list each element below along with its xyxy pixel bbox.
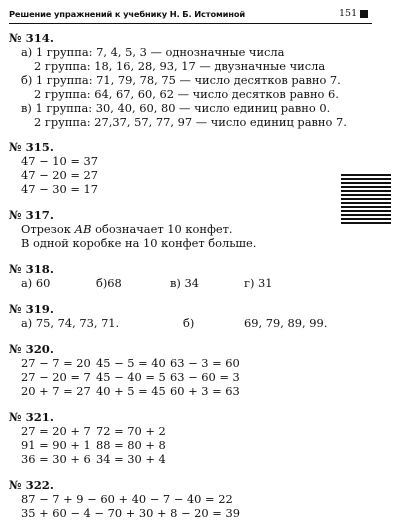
page-number: 151 xyxy=(339,8,358,19)
task-320-number: № 320. xyxy=(9,342,54,356)
task-322-number: № 322. xyxy=(9,478,54,492)
task-314-line-2: 2 группа: 18, 16, 28, 93, 17 — двузначные числа xyxy=(34,59,326,73)
task-319-number: № 319. xyxy=(9,302,54,316)
task-318-answer-d: г) 31 xyxy=(244,276,273,290)
task-314-line-6: 2 группа: 27,37, 57, 77, 97 — число единиц равно 7. xyxy=(34,115,347,129)
task-321-r1-c1: 27 = 20 + 7 xyxy=(21,424,91,438)
task-315-line-1: 47 − 10 = 37 xyxy=(21,154,99,168)
task-317-line-2: В одной коробке на 10 конфет больше. xyxy=(21,236,257,250)
task-320-r3-c1: 20 + 7 = 27 xyxy=(21,384,91,398)
task-318-answer-b: б)68 xyxy=(96,276,122,290)
task-320-r2-c1: 27 − 20 = 7 xyxy=(21,370,91,384)
task-319-answer-b: 69, 79, 89, 99. xyxy=(244,316,328,330)
task-315-line-3: 47 − 30 = 17 xyxy=(21,182,99,196)
task-317-line-1-end: обозначает 10 конфет. xyxy=(91,222,233,236)
header-rule xyxy=(9,23,372,24)
task-314-line-5: в) 1 группа: 30, 40, 60, 80 — число единиц равно 0. xyxy=(21,101,331,115)
task-314-line-1: а) 1 группа: 7, 4, 5, 3 — однозначные числа xyxy=(21,45,285,59)
task-320-r3-c2: 40 + 5 = 45 xyxy=(96,384,166,398)
task-315-line-2: 47 − 20 = 27 xyxy=(21,168,99,182)
segment-variable: АВ xyxy=(74,222,92,236)
task-318-answer-a: а) 60 xyxy=(21,276,51,290)
task-321-r3-c1: 36 = 30 + 6 xyxy=(21,452,91,466)
task-322-line-1: 87 − 7 + 9 − 60 + 40 − 7 − 40 = 22 xyxy=(21,492,233,506)
task-322-line-2: 35 + 60 − 4 − 70 + 30 + 8 − 20 = 39 xyxy=(21,506,240,520)
task-317-line-1-start: Отрезок xyxy=(21,222,75,236)
page-edge-stripes xyxy=(341,174,391,224)
task-318-number: № 318. xyxy=(9,262,54,276)
running-header-title: Решение упражнений к учебнику Н. Б. Истоминой xyxy=(9,9,246,19)
task-320-r2-c2: 45 − 40 = 5 xyxy=(96,370,166,384)
task-319-label-b: б) xyxy=(183,316,195,330)
header-square-mark xyxy=(360,10,368,18)
task-315-number: № 315. xyxy=(9,140,54,154)
task-314-line-3: б) 1 группа: 71, 79, 78, 75 — число десятков равно 7. xyxy=(21,73,341,87)
task-321-r2-c2: 88 = 80 + 8 xyxy=(96,438,166,452)
task-319-answer-a: а) 75, 74, 73, 71. xyxy=(21,316,120,330)
task-320-r2-c3: 63 − 60 = 3 xyxy=(170,370,240,384)
task-320-r1-c1: 27 − 7 = 20 xyxy=(21,356,91,370)
task-320-r1-c3: 63 − 3 = 60 xyxy=(170,356,240,370)
task-320-r3-c3: 60 + 3 = 63 xyxy=(170,384,240,398)
task-321-r3-c2: 34 = 30 + 4 xyxy=(96,452,166,466)
task-321-r1-c2: 72 = 70 + 2 xyxy=(96,424,166,438)
task-317-line-1 xyxy=(21,222,233,236)
task-321-r2-c1: 91 = 90 + 1 xyxy=(21,438,91,452)
task-314-line-4: 2 группа: 64, 67, 60, 62 — число десятков равно 6. xyxy=(34,87,339,101)
task-317-number: № 317. xyxy=(9,208,54,222)
task-320-r1-c2: 45 − 5 = 40 xyxy=(96,356,166,370)
task-314-number: № 314. xyxy=(9,31,54,45)
task-318-answer-c: в) 34 xyxy=(170,276,199,290)
task-321-number: № 321. xyxy=(9,410,54,424)
